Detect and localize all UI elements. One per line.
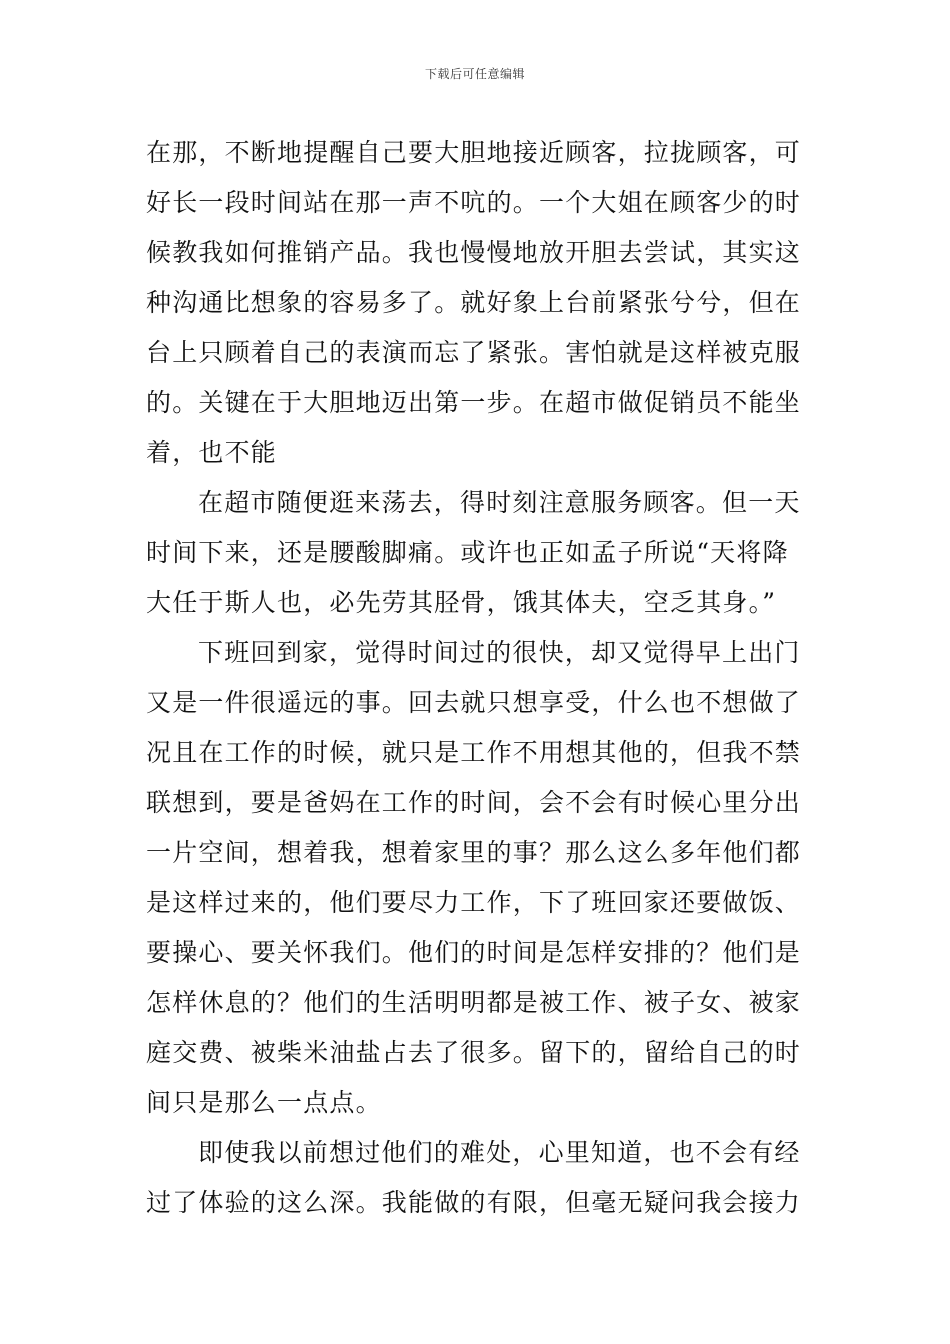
text-line: 间只是那么一点点。 [146, 1088, 382, 1117]
text-line: 要操心、要关怀我们。他们的时间是怎样安排的？他们是 [146, 938, 802, 967]
paragraph-2 [146, 478, 810, 628]
text-line: 着，也不能 [146, 438, 278, 467]
paragraph-1 [146, 128, 810, 478]
text-line: 怎样休息的？他们的生活明明都是被工作、被子女、被家 [146, 988, 802, 1017]
text-line: 是这样过来的，他们要尽力工作，下了班回家还要做饭、 [146, 888, 802, 917]
text-line: 在超市随便逛来荡去，得时刻注意服务顾客。但一天 [198, 488, 801, 517]
paragraph-3 [146, 628, 810, 1128]
text-line: 又是一件很遥远的事。回去就只想享受，什么也不想做了 [146, 688, 802, 717]
paragraph-4 [146, 1128, 810, 1228]
text-line: 即使我以前想过他们的难处，心里知道，也不会有经 [198, 1138, 801, 1167]
text-line: 在那，不断地提醒自己要大胆地接近顾客，拉拢顾客，可 [146, 138, 802, 167]
text-line: 好长一段时间站在那一声不吭的。一个大姐在顾客少的时 [146, 188, 802, 217]
document-body [146, 128, 810, 1228]
text-line: 候教我如何推销产品。我也慢慢地放开胆去尝试，其实这 [146, 238, 802, 267]
text-line: 时间下来，还是腰酸脚痛。或许也正如孟子所说“天将降 [146, 538, 789, 567]
text-line: 下班回到家，觉得时间过的很快，却又觉得早上出门 [198, 638, 801, 667]
text-line: 一片空间，想着我，想着家里的事？那么这么多年他们都 [146, 838, 802, 867]
text-line: 大任于斯人也，必先劳其胫骨，饿其体夫，空乏其身。” [146, 588, 777, 617]
text-line: 过了体验的这么深。我能做的有限，但毫无疑问我会接力 [146, 1188, 802, 1217]
text-line: 庭交费、被柴米油盐占去了很多。留下的，留给自己的时 [146, 1038, 802, 1067]
text-line: 的。关键在于大胆地迈出第一步。在超市做促销员不能坐 [146, 388, 802, 417]
text-line: 况且在工作的时候，就只是工作不用想其他的，但我不禁 [146, 738, 802, 767]
text-line: 种沟通比想象的容易多了。就好象上台前紧张兮兮，但在 [146, 288, 802, 317]
page-header: 下载后可任意编辑 [424, 67, 525, 81]
text-line: 联想到，要是爸妈在工作的时间，会不会有时候心里分出 [146, 788, 802, 817]
text-line: 台上只顾着自己的表演而忘了紧张。害怕就是这样被克服 [146, 338, 802, 367]
